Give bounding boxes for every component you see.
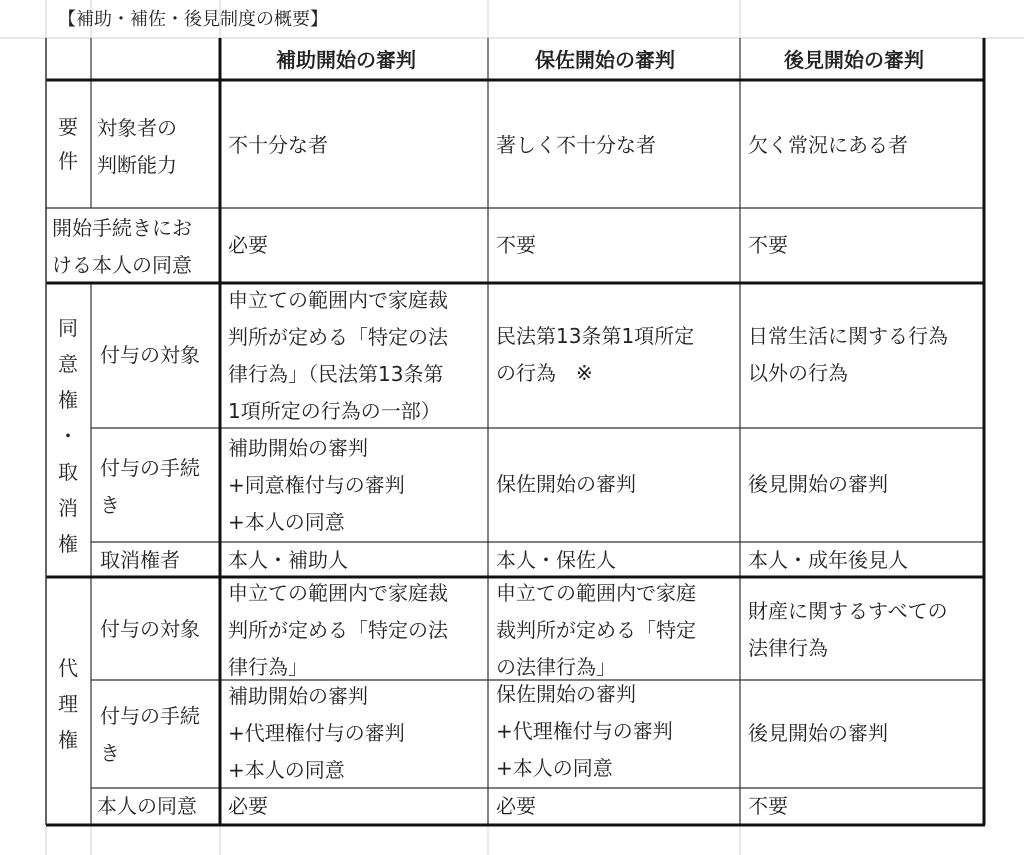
cell-consent-target-guardianship: 日常生活に関する行為 以外の行為 — [748, 324, 948, 385]
cell-start-consent-curatorship: 不要 — [496, 233, 536, 257]
row-label-ability: 対象者の 判断能力 — [97, 116, 177, 177]
cell-start-consent-assistance: 必要 — [228, 233, 268, 257]
cell-agency-target-curatorship: 申立ての範囲内で家庭 裁判所が定める「特定 の法律行為」 — [496, 581, 696, 679]
group-agency: 代 理 権 — [58, 656, 78, 752]
header-assistance: 補助開始の審判 — [276, 48, 416, 72]
cell-agency-procedure-curatorship: 保佐開始の審判 +代理権付与の審判 +本人の同意 — [496, 682, 673, 780]
cell-canceller-assistance: 本人・補助人 — [228, 548, 348, 572]
cell-agency-procedure-guardianship: 後見開始の審判 — [748, 721, 888, 745]
cell-consent-target-curatorship: 民法第13条第1項所定 の行為 ※ — [496, 324, 695, 385]
row-label-start-consent: 開始手続きにお ける本人の同意 — [52, 216, 192, 277]
cell-consent-procedure-assistance: 補助開始の審判 +同意権付与の審判 +本人の同意 — [228, 436, 405, 534]
row-label-agency-procedure: 付与の手続 き — [100, 704, 200, 765]
cell-agency-consent-assistance: 必要 — [228, 794, 268, 818]
cell-agency-target-guardianship: 財産に関するすべての 法律行為 — [748, 599, 948, 660]
cell-start-consent-guardianship: 不要 — [748, 233, 788, 257]
page-title: 【補助・補佐・後見制度の概要】 — [58, 9, 328, 30]
cell-canceller-guardianship: 本人・成年後見人 — [748, 548, 908, 572]
row-label-consent-target: 付与の対象 — [100, 343, 200, 367]
group-requirement: 要件 — [58, 115, 78, 173]
cell-agency-consent-curatorship: 必要 — [496, 794, 536, 818]
cell-agency-target-assistance: 申立ての範囲内で家庭裁 判所が定める「特定の法 律行為」 — [228, 581, 448, 679]
row-label-agency-consent: 本人の同意 — [97, 794, 197, 818]
cell-ability-guardianship: 欠く常況にある者 — [748, 133, 908, 157]
row-label-canceller: 取消権者 — [100, 548, 180, 572]
row-label-agency-target: 付与の対象 — [100, 617, 200, 641]
cell-ability-curatorship: 著しく不十分な者 — [496, 133, 656, 157]
cell-canceller-curatorship: 本人・保佐人 — [496, 548, 616, 572]
cell-ability-assistance: 不十分な者 — [228, 133, 328, 157]
cell-agency-consent-guardianship: 不要 — [748, 794, 788, 818]
header-guardianship: 後見開始の審判 — [784, 48, 924, 72]
group-consent-rights: 同 意 権 ・ 取 消 権 — [58, 316, 78, 556]
cell-consent-target-assistance: 申立ての範囲内で家庭裁 判所が定める「特定の法 律行為」（民法第13条第 1項所定の行為の一部） — [228, 288, 448, 423]
header-curatorship: 保佐開始の審判 — [535, 48, 675, 72]
cell-consent-procedure-guardianship: 後見開始の審判 — [748, 472, 888, 496]
cell-consent-procedure-curatorship: 保佐開始の審判 — [496, 472, 636, 496]
row-label-consent-procedure: 付与の手続 き — [100, 456, 200, 517]
cell-agency-procedure-assistance: 補助開始の審判 +代理権付与の審判 +本人の同意 — [228, 684, 405, 782]
